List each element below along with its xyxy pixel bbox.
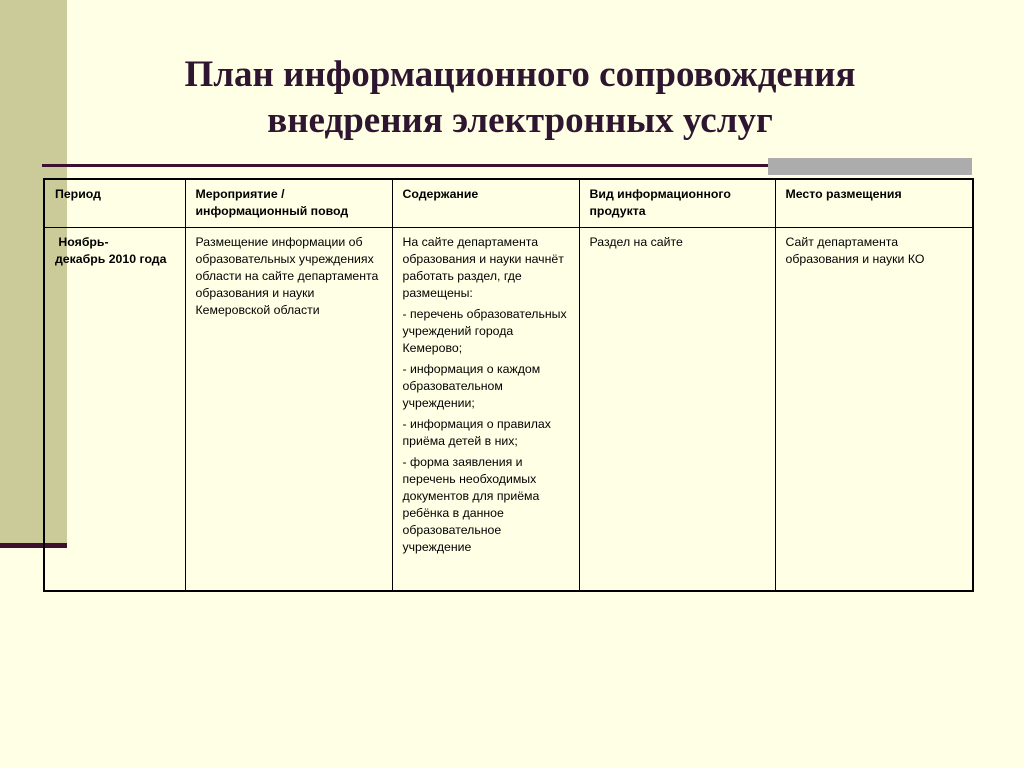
period-line-2: декабрь 2010 года (55, 252, 167, 266)
info-plan-table (43, 178, 974, 592)
cell-period (44, 228, 185, 592)
content-list-item: - форма заявления и перечень необходимых документов для приёма ребёнка в данное образовательное учреждение (402, 455, 540, 554)
slide-title-line-1: План информационного сопровождения (184, 54, 856, 95)
header-location: Место размещения (775, 179, 973, 228)
content-list-item: - информация о каждом образовательном учреждении; (402, 362, 541, 410)
title-divider (42, 164, 770, 167)
content-list-item: - информация о правилах приёма детей в них; (402, 417, 551, 448)
cell-content (392, 228, 579, 592)
header-event: Мероприятие / информационный повод (185, 179, 392, 228)
decorative-gray-block (768, 158, 972, 175)
header-content: Содержание (392, 179, 579, 228)
table-row (44, 228, 973, 592)
content-list-item: - перечень образовательных учреждений города Кемерово; (402, 307, 567, 355)
header-product: Вид информационного продукта (579, 179, 775, 228)
content-paragraph: На сайте департамента образования и науки начнёт работать раздел, где размещены: (402, 235, 564, 300)
header-period: Период (44, 179, 185, 228)
cell-location: Сайт департамента образования и науки КО (775, 228, 973, 592)
cell-event: Размещение информации об образовательных учреждениях области на сайте департамента образования и науки Кемеровской области (185, 228, 392, 592)
slide-title-line-2: внедрения электронных услуг (267, 100, 773, 141)
cell-product: Раздел на сайте (579, 228, 775, 592)
period-line-1: Ноябрь- (55, 235, 109, 249)
slide-title (100, 52, 940, 144)
table-header-row (44, 179, 973, 228)
